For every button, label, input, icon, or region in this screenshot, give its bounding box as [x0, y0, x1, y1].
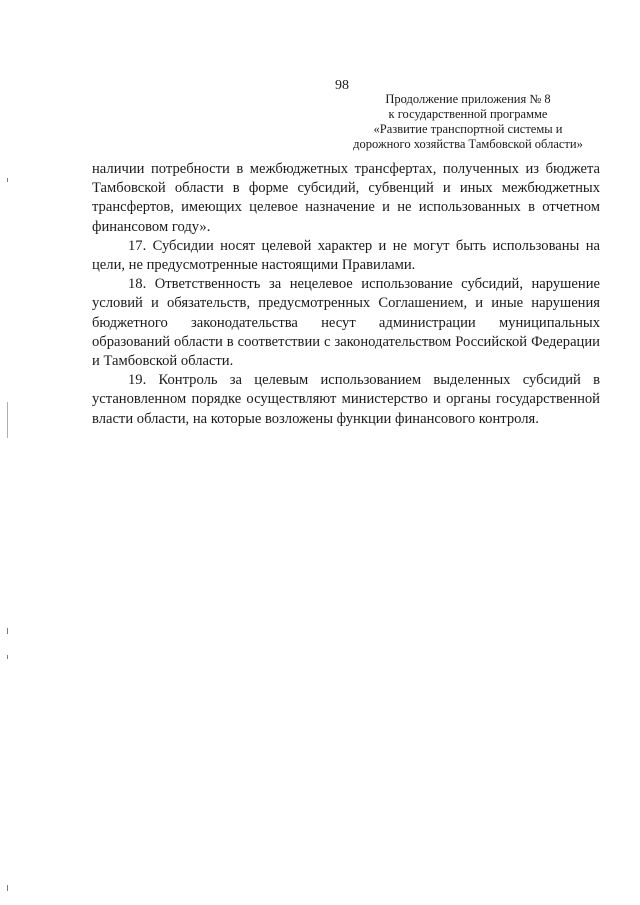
scan-mark [7, 655, 8, 659]
paragraph-18: 18. Ответственность за нецелевое использование субсидий, нарушение условий и обязательств, предусмотренных Соглашением, и иные нарушения бюджетного законодательства несут администрации муниципальных образований области в соответствии с законодательством Российской Федерации и Тамбовской области. [92, 276, 600, 370]
appendix-header-line: Продолжение приложения № 8 [385, 92, 551, 106]
continuation-paragraph: наличии потребности в межбюджетных трансфертах, полученных из бюджета Тамбовской области в форме субсидий, субвенций и иных межбюджетных трансфертов, имеющих целевое назначение и не использованных в отчетном финансовом году». [92, 161, 600, 235]
scan-mark [7, 402, 8, 438]
appendix-header-line: дорожного хозяйства Тамбовской области» [353, 137, 583, 151]
appendix-header-line: к государственной программе [388, 107, 548, 121]
appendix-header [338, 92, 598, 152]
document-body [92, 160, 600, 429]
paragraph-17: 17. Субсидии носят целевой характер и не могут быть использованы на цели, не предусмотренные настоящими Правилами. [92, 237, 600, 274]
scan-mark [7, 178, 8, 182]
scan-mark [7, 628, 8, 634]
scan-mark [7, 885, 8, 891]
page-number: 98 [335, 78, 349, 93]
appendix-header-line: «Развитие транспортной системы и [373, 122, 563, 136]
paragraph-19: 19. Контроль за целевым использованием выделенных субсидий в установленном порядке осуществляют министерство и органы государственной власти области, на которые возложены функции финансового контроля. [92, 372, 600, 427]
